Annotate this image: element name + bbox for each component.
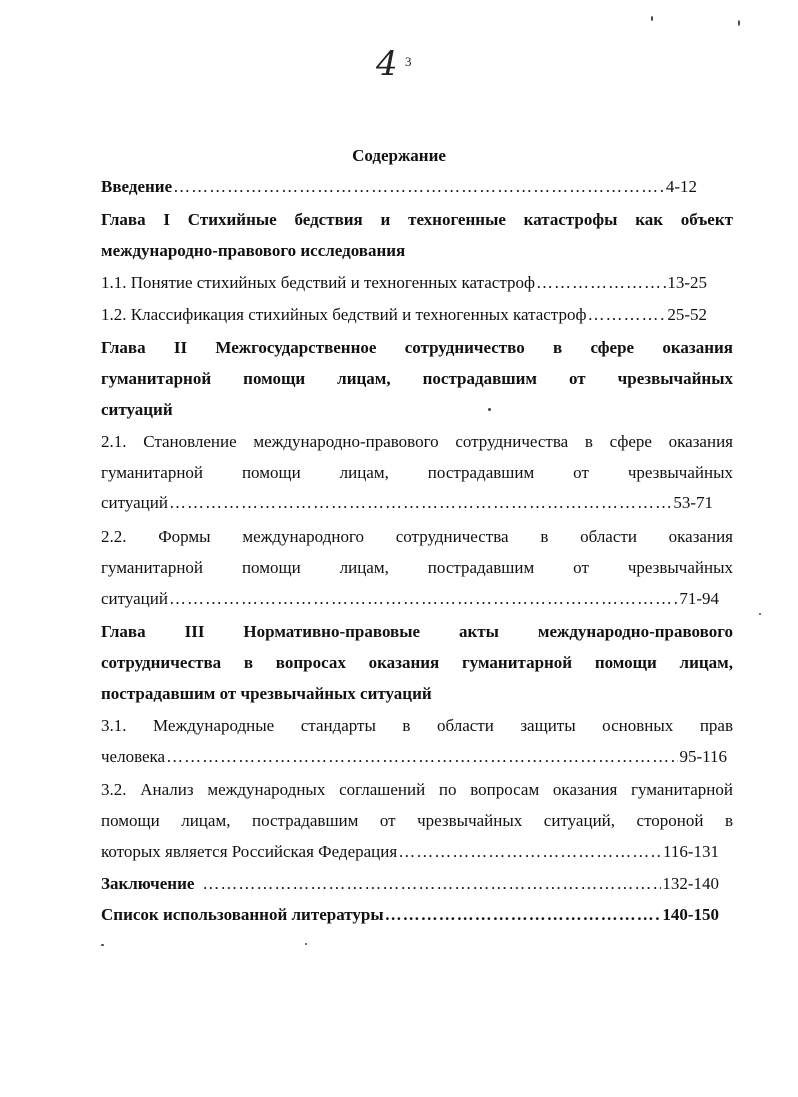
leader-dots: [169, 588, 678, 610]
leader-dots: [587, 304, 666, 326]
leader-dots: [166, 746, 678, 768]
scan-speck: [488, 408, 491, 411]
toc-pages: 71-94: [679, 589, 719, 608]
leader-dots: [536, 272, 666, 294]
page-title: Содержание: [352, 146, 446, 165]
chapter3-heading-line3: пострадавшим от чрезвычайных ситуаций: [101, 684, 432, 703]
scan-speck: [305, 943, 307, 945]
toc-pages: 95-116: [679, 747, 727, 766]
toc-entry-bibliography: [101, 904, 733, 926]
toc-entry-2-2: [101, 588, 733, 610]
toc-entry-2-1-line2: гуманитарной помощи лицам, пострадавшим от чрезвычайных: [101, 463, 733, 482]
toc-label: Список использованной литературы: [101, 905, 384, 924]
scan-speck: [738, 20, 740, 26]
chapter2-heading-line1: Глава II Межгосударственное сотрудничество в сфере оказания: [101, 338, 733, 357]
toc-label: которых является Российская Федерация: [101, 842, 398, 861]
toc-label: ситуаций: [101, 589, 168, 608]
toc-entry-2-2-line1: 2.2. Формы международного сотрудничества в области оказания: [101, 527, 733, 546]
toc-pages: 13-25: [667, 273, 707, 292]
toc-label: Введение: [101, 177, 173, 196]
toc-entry-3-2: [101, 841, 733, 863]
chapter1-heading-line1: Глава I Стихийные бедствия и техногенные катастрофы как объект: [101, 210, 733, 229]
toc-label: человека: [101, 747, 166, 766]
leader-dots: [169, 492, 672, 514]
leader-dots: [398, 841, 662, 863]
toc-pages: 116-131: [662, 842, 719, 861]
toc-label: Заключение: [101, 874, 195, 893]
leader-dots: [385, 904, 662, 926]
toc-pages: 140-150: [662, 905, 719, 924]
scan-speck: [759, 613, 761, 615]
toc-entry-1-2: [101, 304, 733, 326]
toc-entry-2-1-line1: 2.1. Становление международно-правового сотрудничества в сфере оказания: [101, 432, 733, 451]
toc-label: 1.2. Классификация стихийных бедствий и техногенных катастроф: [101, 305, 587, 324]
toc-label: 1.1. Понятие стихийных бедствий и техногенных катастроф: [101, 273, 535, 292]
toc-label: ситуаций: [101, 493, 168, 512]
toc-entry-conclusion: [101, 873, 733, 895]
chapter3-heading-line1: Глава III Нормативно-правовые акты международно-правового: [101, 622, 733, 641]
toc-entry-3-2-line1: 3.2. Анализ международных соглашений по вопросам оказания гуманитарной: [101, 780, 733, 799]
toc-pages: 132-140: [662, 874, 719, 893]
chapter2-heading-line2: гуманитарной помощи лицам, пострадавшим от чрезвычайных: [101, 369, 733, 388]
chapter1-heading-line2: международно-правового исследования: [101, 241, 406, 260]
handwritten-page-number: 4: [376, 44, 398, 84]
toc-pages: 53-71: [673, 493, 713, 512]
toc-entry-intro: [101, 176, 733, 198]
scan-speck: [101, 944, 104, 946]
chapter2-heading-line3: ситуаций: [101, 400, 173, 419]
scan-speck: [651, 16, 653, 21]
leader-dots: [173, 176, 665, 198]
toc-pages: 25-52: [667, 305, 707, 324]
toc-entry-2-1: [101, 492, 733, 514]
chapter3-heading-line2: сотрудничества в вопросах оказания гуманитарной помощи лицам,: [101, 653, 733, 672]
toc-entry-3-1-line1: 3.1. Международные стандарты в области защиты основных прав: [101, 716, 733, 735]
toc-entry-2-2-line2: гуманитарной помощи лицам, пострадавшим от чрезвычайных: [101, 558, 733, 577]
toc-entry-3-1: [101, 746, 733, 768]
toc-pages: 4-12: [665, 177, 697, 196]
page-superscript: 3: [405, 54, 412, 69]
leader-dots: [202, 873, 661, 895]
toc-entry-3-2-line2: помощи лицам, пострадавшим от чрезвычайных ситуаций, стороной в: [101, 811, 733, 830]
toc-entry-1-1: [101, 272, 733, 294]
